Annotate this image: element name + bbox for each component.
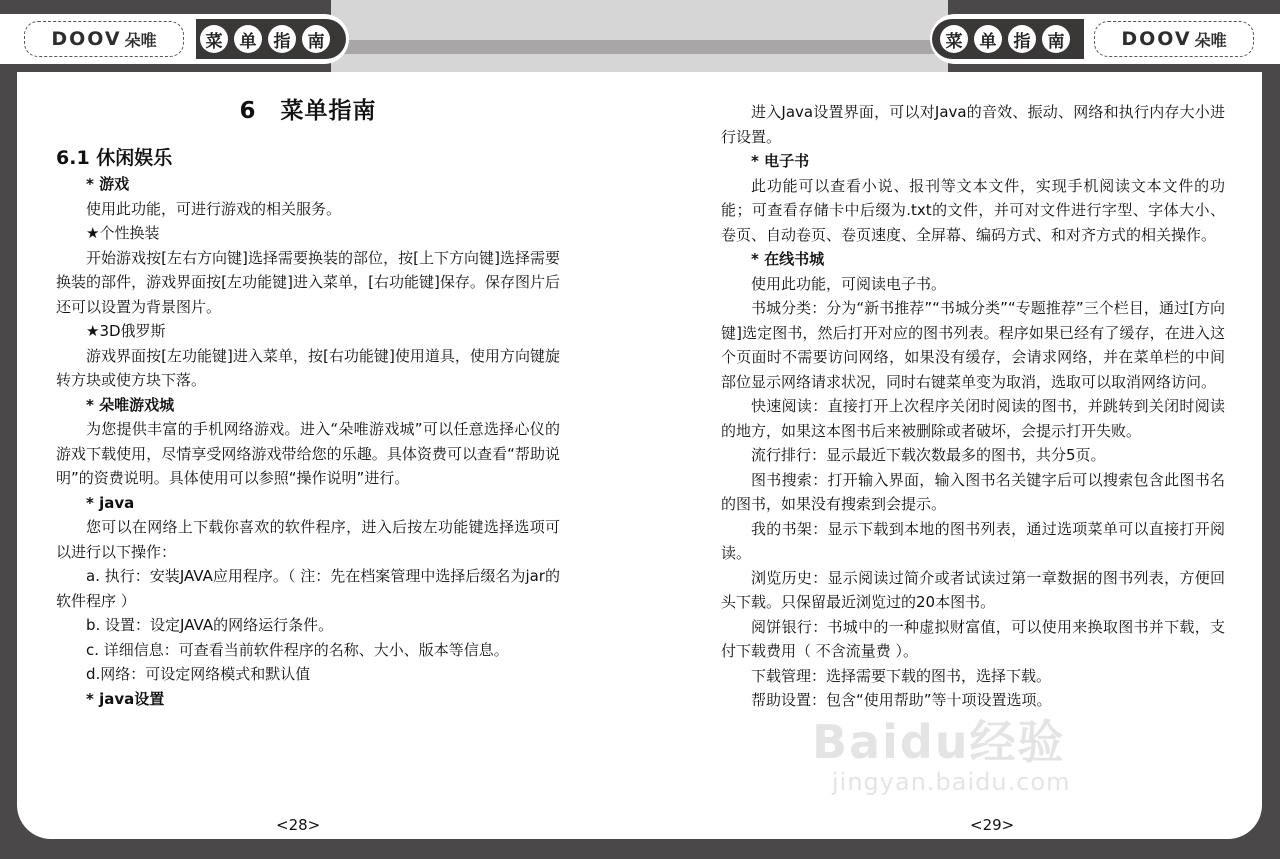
paragraph: 浏览历史：显示阅读过简介或者试读过第一章数据的图书列表，方便回头下载。只保留最近浏览过的20本图书。 [721, 568, 1225, 611]
paragraph: d.网络：可设定网络模式和默认值 [86, 665, 311, 683]
item-heading: ★3D俄罗斯 [86, 322, 166, 340]
watermark-url: jingyan.baidu.com [832, 768, 1071, 796]
brand-logo: DOOV 朵唯 [24, 21, 184, 57]
paragraph: 游戏界面按[左功能键]进入菜单，按[右功能键]使用道具，使用方向键旋转方块或使方块下落。 [56, 346, 560, 389]
paragraph: 使用此功能，可阅读电子书。 [751, 274, 947, 293]
paragraph: 流行排行：显示最近下载次数最多的图书，共分5页。 [751, 446, 1106, 464]
paragraph: c. 详细信息：可查看当前软件程序的名称、大小、版本等信息。 [86, 640, 509, 659]
paragraph: 为您提供丰富的手机网络游戏。进入“朵唯游戏城”可以任意选择心仪的游戏下载使用，尽情享受网络游戏带给您的乐趣。具体资费可以查看“帮助说明”的资费说明。具体使用可以参照“操作说明”进行。 [56, 420, 560, 487]
page-number-right: <29> [970, 816, 1015, 834]
paragraph: 图书搜索：打开输入界面，输入图书名关键字后可以搜索包含此图书名的图书，如果没有搜索到会提示。 [721, 470, 1225, 513]
watermark-text: Baidu经验 [812, 715, 1066, 769]
paragraph: b. 设置：设定JAVA的网络运行条件。 [86, 616, 334, 634]
chapter-title: 6 菜单指南 [239, 98, 377, 124]
paragraph: 阅饼银行：书城中的一种虚拟财富值，可以使用来换取图书并下载，支付下载费用（ 不含流量费 ）。 [721, 617, 1225, 660]
paragraph: 进入Java设置界面，可以对Java的音效、振动、网络和执行内存大小进行设置。 [721, 103, 1225, 146]
paragraph: 您可以在网络上下载你喜欢的软件程序，进入后按左功能键选择选项可以进行以下操作： [56, 518, 560, 561]
paragraph: 下载管理：选择需要下载的图书，选择下载。 [751, 666, 1052, 685]
subheading: * java [86, 493, 135, 512]
subheading: * 在线书城 [751, 250, 825, 268]
section-title: 6.1 休闲娱乐 [56, 146, 173, 169]
subheading: * 游戏 [86, 175, 130, 193]
subheading: * java设置 [86, 689, 165, 708]
item-heading: ★个性换装 [86, 224, 160, 242]
paragraph: 此功能可以查看小说、报刊等文本文件，实现手机阅读文本文件的功能；可查看存储卡中后缀为.txt的文件，并可对文件进行字型、字体大小、卷页、自动卷页、卷页速度、全屏幕、编码方式、和对齐方式的相关操作。 [721, 176, 1225, 244]
paragraph: 书城分类：分为“新书推荐”“书城分类”“专题推荐”三个栏目，通过[方向键]选定图书，然后打开对应的图书列表。程序如果已经有了缓存，在进入这个页面时不需要访问网络，如果没有缓存，会请求网络，并在菜单栏的中间部位显示网络请求状况，同时右键菜单变为取消，选取可以取消网络访问。 [721, 299, 1225, 391]
section-label: 菜 单 指 南 [196, 19, 346, 59]
brand-logo: DOOV 朵唯 [1094, 21, 1254, 57]
page-number-left: <28> [276, 816, 321, 834]
right-page-content [721, 100, 1225, 713]
paragraph: 使用此功能，可进行游戏的相关服务。 [86, 199, 342, 218]
subheading: * 朵唯游戏城 [86, 395, 175, 414]
left-page-content [56, 93, 560, 711]
paragraph: a. 执行：安装JAVA应用程序。（ 注：先在档案管理中选择后缀名为jar的软件程序 ） [56, 567, 560, 610]
subheading: * 电子书 [751, 152, 810, 170]
header-spine [331, 0, 948, 72]
paragraph: 快速阅读：直接打开上次程序关闭时阅读的图书，并跳转到关闭时阅读的地方，如果这本图书后来被删除或者破坏，会提示打开失败。 [721, 397, 1225, 440]
paragraph: 帮助设置：包含“使用帮助”等十项设置选项。 [751, 691, 1052, 709]
left-header-tab [0, 14, 349, 64]
paragraph: 我的书架：显示下载到本地的图书列表，通过选项菜单可以直接打开阅读。 [721, 519, 1225, 562]
section-label: 菜 单 指 南 [932, 19, 1084, 59]
paragraph: 开始游戏按[左右方向键]选择需要换装的部位，按[上下方向键]选择需要换装的部件，游戏界面按[左功能键]进入菜单，[右功能键]保存。保存图片后还可以设置为背景图片。 [56, 248, 560, 316]
right-header-tab [930, 14, 1280, 64]
